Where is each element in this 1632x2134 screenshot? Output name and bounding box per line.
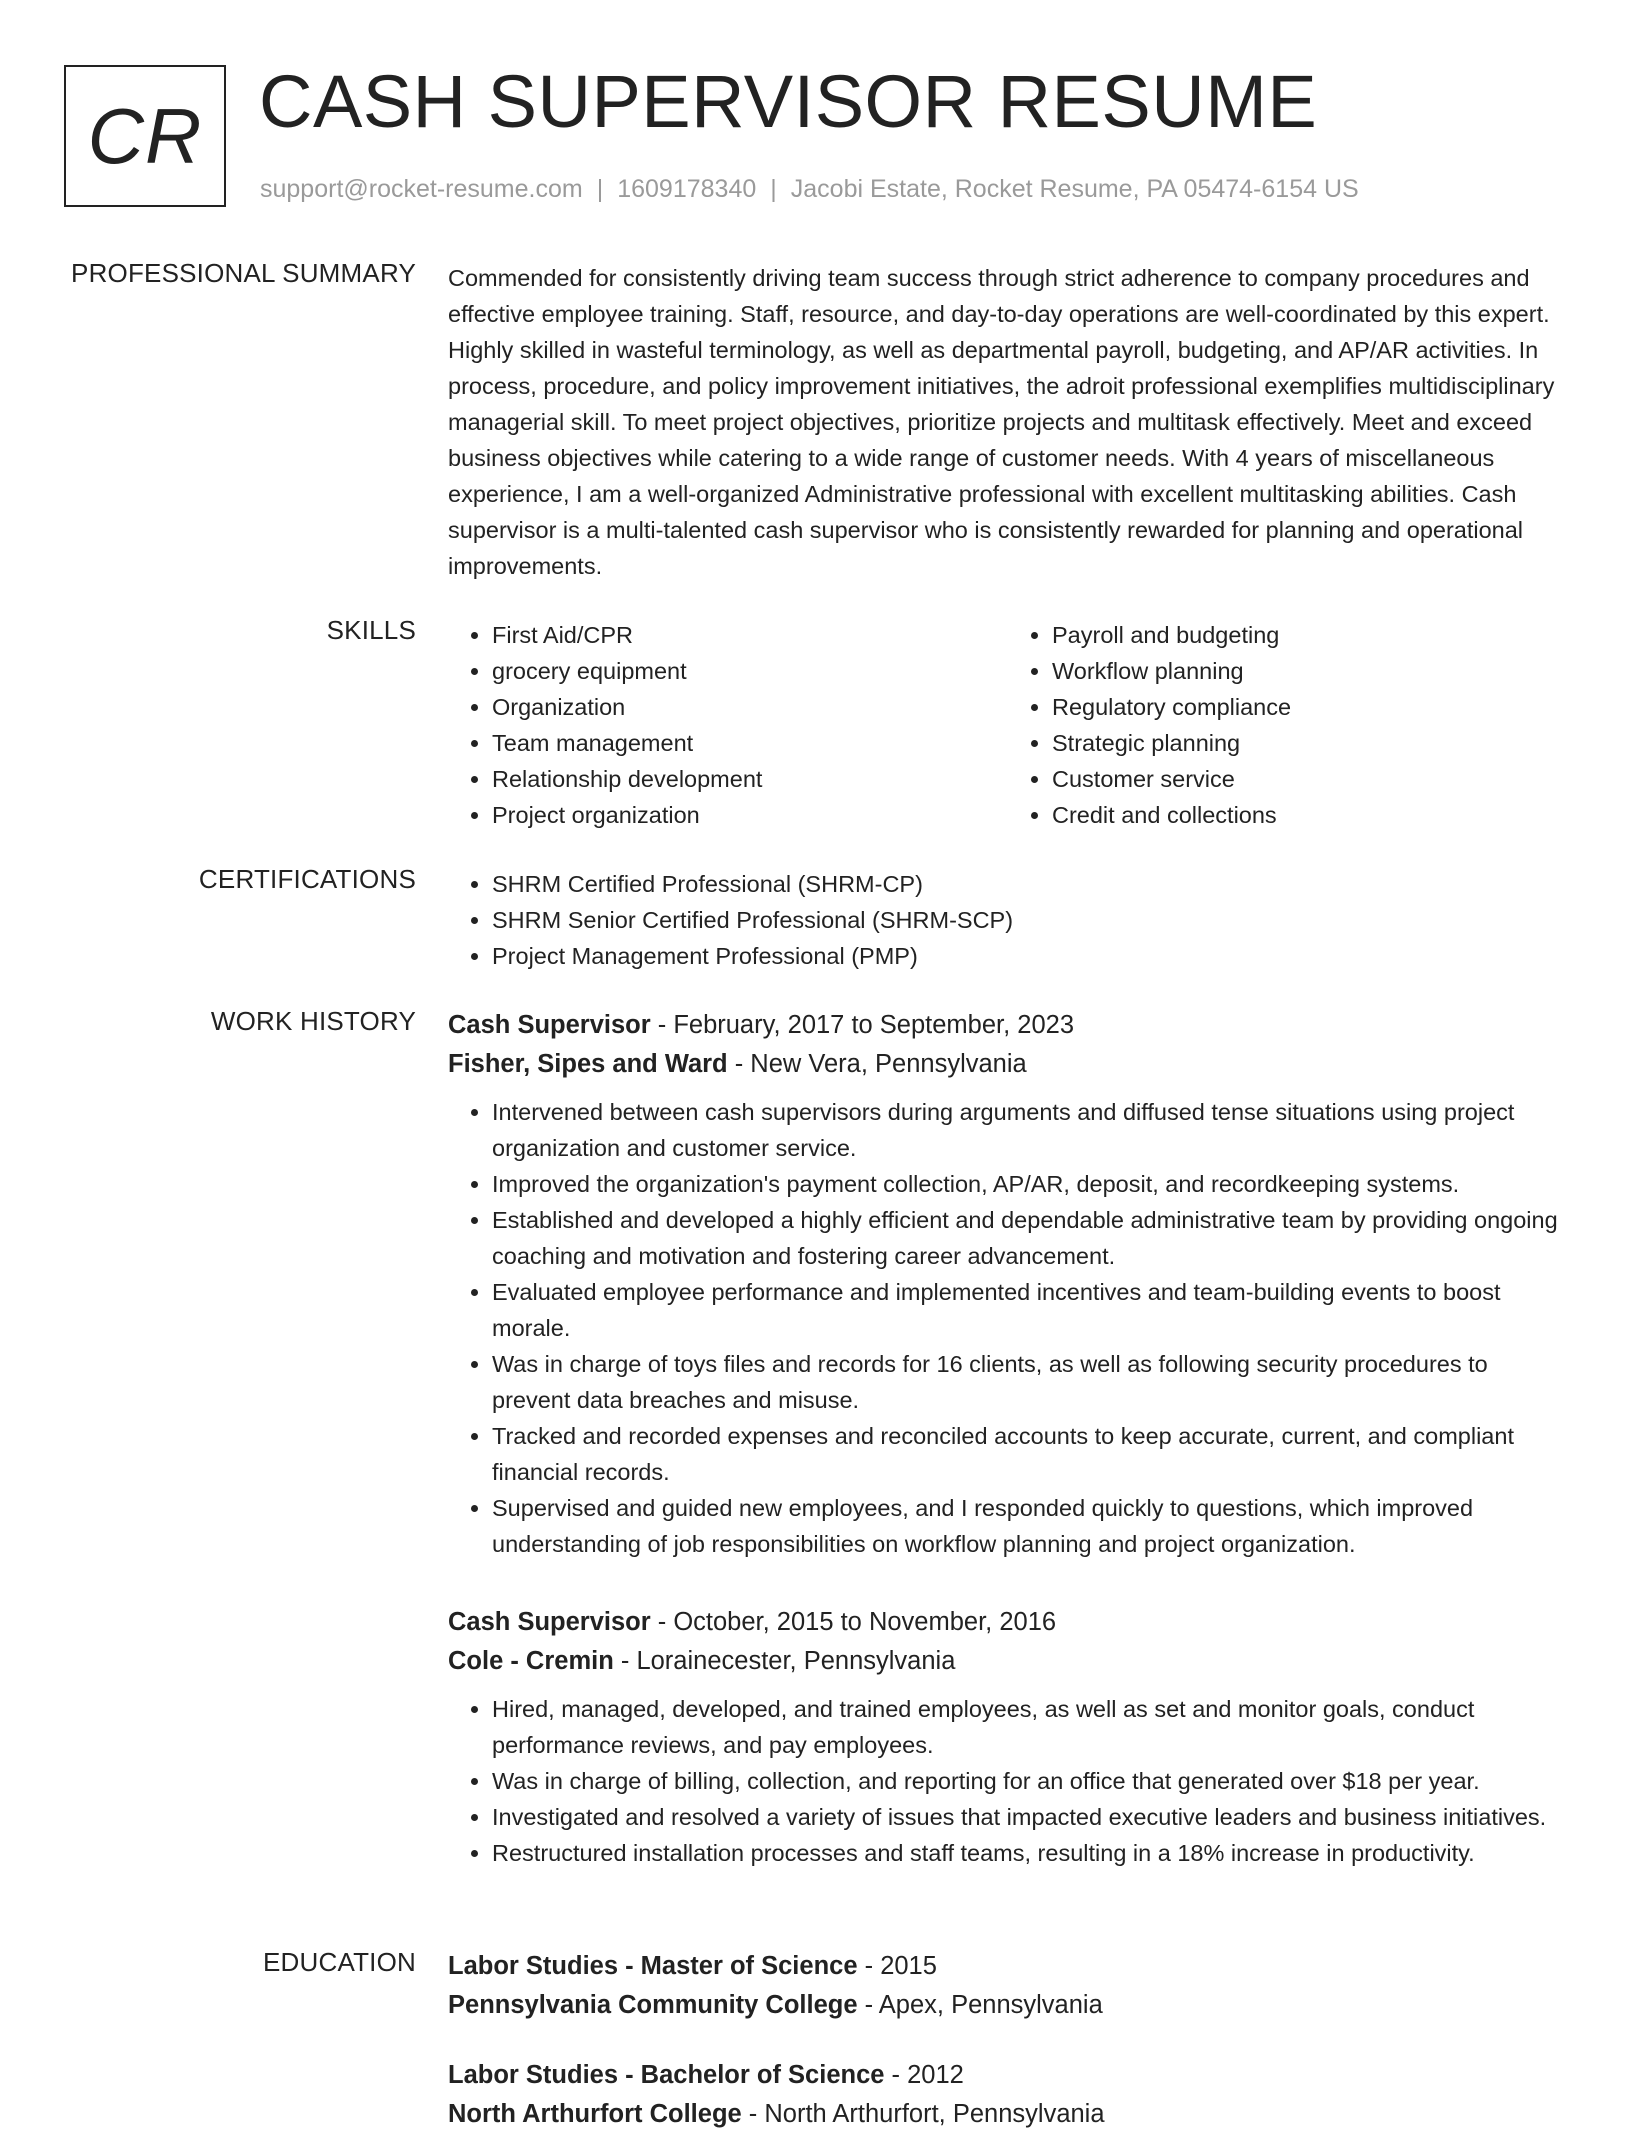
monogram-logo: CR [64,65,226,207]
job-title: Cash Supervisor [448,1011,651,1039]
job-bullets [448,1691,1568,1871]
job-entry [448,1603,1568,1871]
certifications-list [448,866,1568,974]
education-school-line [448,1986,1568,2025]
list-item: • Investigated and resolved a variety of issues that impacted executive leaders and business initiatives. [492,1799,1568,1835]
list-item: • Payroll and budgeting [1052,617,1568,653]
list-item: • Improved the organization's payment collection, AP/AR, deposit, and recordkeeping systems. [492,1166,1568,1202]
list-item: • Project Management Professional (PMP) [492,938,1568,974]
contact-separator: | [596,175,604,203]
list-item: • Team management [492,725,1008,761]
section-label-summary: PROFESSIONAL SUMMARY [71,258,416,288]
list-item: • Credit and collections [1052,797,1568,833]
skills-list-left [448,617,1008,833]
list-item: • Workflow planning [1052,653,1568,689]
job-location: - New Vera, Pennsylvania [727,1050,1027,1078]
list-item: • Relationship development [492,761,1008,797]
contact-email[interactable]: support@rocket-resume.com [260,175,583,203]
list-item: • Strategic planning [1052,725,1568,761]
contact-line [260,175,1359,204]
job-entry [448,1006,1568,1562]
list-item: • Restructured installation processes and staff teams, resulting in a 18% increase in productivity. [492,1835,1568,1871]
education-degree: Labor Studies - Bachelor of Science [448,2061,885,2089]
list-item: • Customer service [1052,761,1568,797]
summary-text: Commended for consistently driving team success through strict adherence to company procedures and effective employee training. Staff, resource, and day-to-day operations are well-coordinated by this expert. Highly skilled in wasteful terminology, as well as departmental payroll, budgeting, and AP/AR activities. In process, procedure, and policy improvement initiatives, the adroit professional exemplifies multidisciplinary managerial skill. To meet project objectives, prioritize projects and multitask effectively. Meet and exceed business objectives while catering to a wide range of customer needs. With 4 years of miscellaneous experience, I am a well-organized Administrative professional with excellent multitasking abilities. Cash supervisor is a multi-talented cash supervisor who is consistently rewarded for planning and operational improvements. [448,265,1555,579]
job-company-line [448,1045,1568,1084]
job-company: Cole - Cremin [448,1647,614,1675]
list-item: • grocery equipment [492,653,1008,689]
education-year: - 2015 [857,1952,937,1980]
list-item: • Hired, managed, developed, and trained employees, as well as set and monitor goals, conduct performance reviews, and pay employees. [492,1691,1568,1763]
list-item: • First Aid/CPR [492,617,1008,653]
job-dates: - October, 2015 to November, 2016 [650,1608,1057,1636]
education-degree: Labor Studies - Master of Science [448,1952,858,1980]
list-item: • Established and developed a highly efficient and dependable administrative team by providing ongoing coaching and motivation and fostering career advancement. [492,1202,1568,1274]
section-label-education: EDUCATION [263,1947,416,1977]
job-company: Fisher, Sipes and Ward [448,1050,728,1078]
job-title-line [448,1603,1568,1642]
education-location: - North Arthurfort, Pennsylvania [741,2100,1105,2128]
list-item: • Project organization [492,797,1008,833]
list-item: • SHRM Certified Professional (SHRM-CP) [492,866,1568,902]
job-bullets [448,1094,1568,1562]
list-item: • Organization [492,689,1008,725]
resume-title: CASH SUPERVISOR RESUME [259,60,1318,143]
skills-list-right [1008,617,1568,833]
contact-separator: | [770,175,777,203]
education-school: North Arthurfort College [448,2100,742,2128]
list-item: • Tracked and recorded expenses and reconciled accounts to keep accurate, current, and compliant financial records. [492,1418,1568,1490]
list-item: • Was in charge of billing, collection, and reporting for an office that generated over $18 per year. [492,1763,1568,1799]
contact-phone[interactable]: 1609178340 [617,175,757,203]
list-item: • Intervened between cash supervisors during arguments and diffused tense situations using project organization and customer service. [492,1094,1568,1166]
education-school: Pennsylvania Community College [448,1991,858,2019]
list-item: • Regulatory compliance [1052,689,1568,725]
education-entry [448,2056,1568,2134]
list-item: • Evaluated employee performance and implemented incentives and team-building events to boost morale. [492,1274,1568,1346]
job-dates: - February, 2017 to September, 2023 [650,1011,1075,1039]
list-item: • Was in charge of toys files and records for 16 clients, as well as following security procedures to prevent data breaches and misuse. [492,1346,1568,1418]
skills-columns [448,617,1568,833]
contact-address: Jacobi Estate, Rocket Resume, PA 05474-6154 US [790,175,1359,203]
job-company-line [448,1642,1568,1681]
job-location: - Lorainecester, Pennsylvania [613,1647,956,1675]
certifications-body [448,866,1568,974]
summary-body [448,260,1568,584]
list-item: • Supervised and guided new employees, and I responded quickly to questions, which improved understanding of job responsibilities on workflow planning and project organization. [492,1490,1568,1562]
list-item: • SHRM Senior Certified Professional (SHRM-SCP) [492,902,1568,938]
education-year: - 2012 [884,2061,964,2089]
education-degree-line [448,1947,1568,1986]
education-location: - Apex, Pennsylvania [857,1991,1103,2019]
section-label-skills: SKILLS [326,615,416,645]
section-label-certifications: CERTIFICATIONS [198,864,416,894]
section-label-work-history: WORK HISTORY [210,1006,416,1036]
job-title-line [448,1006,1568,1045]
education-school-line [448,2095,1568,2134]
education-degree-line [448,2056,1568,2095]
resume-header [64,60,1568,210]
education-entry [448,1947,1568,2025]
job-title: Cash Supervisor [448,1608,651,1636]
